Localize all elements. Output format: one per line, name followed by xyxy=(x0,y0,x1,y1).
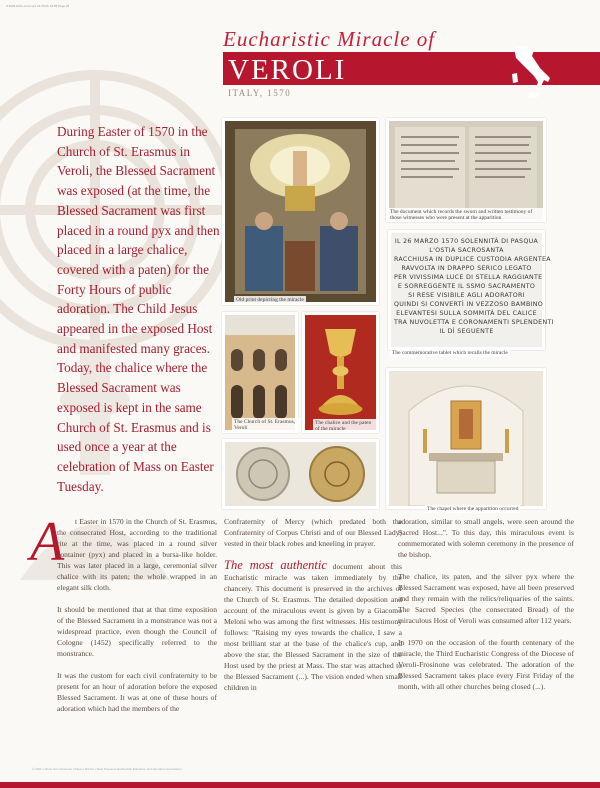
page-title: VEROLI xyxy=(228,54,347,86)
document-image xyxy=(386,118,546,222)
crop-marks: IT3005-ENG-verol.qxd 23-05-06 18:55 Page 25 xyxy=(6,4,70,8)
manuscript-icon xyxy=(389,121,543,219)
tablet-line: TRA NUVOLETTA E CORONAMENTI SPLENDENTI xyxy=(394,319,554,326)
paragraph: Confraternity of Mercy (which predated both the Confraternity of Corpus Christi and of our Blessed Lady) vested in their black robes and kneeling in prayer. xyxy=(224,517,402,548)
chalice-caption: The chalice and the paten of the miracle xyxy=(313,419,379,433)
tablet-line: RAVVOLTA IN DRAPPO SERICO LEGATO xyxy=(401,265,532,272)
tablet-line: IL 26 MARZO 1570 SOLENNITÀ DI PASQUA xyxy=(394,238,539,245)
miracle-subtitle: Eucharistic Miracle of xyxy=(223,27,436,51)
paragraph: It was the custom for each civil confraternity to be present for an hour of adoration before the exposed Blessed Sacrament. It was at one of these hours of adoration which had the members of the xyxy=(57,671,217,713)
tablet-line: PER VIVISSIMA LUCE DI STELLA RAGGIANTE xyxy=(394,274,543,281)
document-caption: The document which records the sworn and written testimony of those witnesses who were present at the apparition xyxy=(388,208,546,222)
paragraph-text: document about this Eucharistic miracle was taken immediately by the chancery. This document is preserved in the archives of the Church of St. Erasmus. The detailed deposition and account of the miraculous event is given by a Giacomo Meloni who was among the first witnesses. His testimony follows: "Raising my eyes towards the chalice, I saw a most brilliant star at the base of the chalice's cup, and above the star, the Blessed Sacrament in the size of the Host used by the priest at Mass. The star was attached to the Blessed Sacrament (...). The vision ended when small children in xyxy=(224,562,402,692)
tablet-caption: The commemorative tablet which recalls the miracle xyxy=(392,350,508,356)
chapel-image xyxy=(386,368,546,509)
relic-disc-icon xyxy=(225,442,376,506)
paragraph: adoration, similar to small angels, were seen around the Sacred Host...". To this day, this miraculous event is commemorated with solemn ceremony in the presence of the bishop. xyxy=(398,517,574,559)
body-column-3 xyxy=(398,516,574,703)
italy-map-icon xyxy=(506,44,554,100)
body-column-2 xyxy=(224,516,402,704)
intro-text: During Easter of 1570 in the Church of St. Erasmus in Veroli, the Blessed Sacrament was exposed (at the time, the Blessed Sacrament was first placed in a round pyx and then placed in a large chalice, covered with a paten) for the Forty Hours of public adoration. The Child Jesus appeared in the exposed Host and manifested many graces. Today, the chalice where the Blessed Sacrament was exposed is kept in the same Church of St. Erasmus and is used once a year at the celebration of Mass on Easter Tuesday. xyxy=(57,124,220,494)
tablet-line: RACCHIUSA IN DUPLICE CUSTODIA ARGENTEA xyxy=(394,256,551,263)
tablet-line: SI RESE VISIBILE AGLI ADORATORI xyxy=(408,292,525,299)
old-print-image xyxy=(222,118,379,305)
church-caption: The Church of St. Erasmus, Veroli xyxy=(232,418,302,432)
relic-discs-image xyxy=(222,439,379,509)
painting-icon xyxy=(225,121,376,302)
bottom-bar xyxy=(0,782,600,788)
print-caption: Old print depicting the miracle xyxy=(236,297,304,303)
church-image xyxy=(222,312,298,433)
chalice-icon xyxy=(305,315,376,430)
section-heading: The most authentic xyxy=(224,558,327,572)
location-label: ITALY, 1570 xyxy=(228,88,292,98)
body-column-1 xyxy=(57,516,217,725)
commemorative-tablet xyxy=(388,230,554,350)
paragraph: The chalice, its paten, and the silver pyx where the Blessed Sacrament was exposed, have all been preserved and they remain with the relics/reliquaries of the saints. The Sacred Species (the consecrated Bread) of the miraculous Host of Veroli was consumed after 112 years. xyxy=(398,572,574,625)
church-building-icon xyxy=(225,315,295,430)
paragraph: In 1970 on the occasion of the fourth centenary of the miracle, the Third Eucharistic Congress of the Diocese of Veroli-Frosinone was celebrated. The adoration of the Blessed Sacrament takes place every First Friday of the month, with all other churches being closed (...). xyxy=(398,638,574,691)
tablet-line: QUINDI SI CONVERTÌ IN VEZZOSO BAMBINO xyxy=(394,301,544,308)
paragraph xyxy=(224,560,402,693)
tablet-line: ELEVANTESI SULLA SOMMITÀ DEL CALICE xyxy=(396,310,537,317)
tablet-line: E SORREGGENTE IL SSMO SACRAMENTO xyxy=(397,283,536,290)
chapel-caption: The chapel where the apparition occurred xyxy=(427,506,519,512)
tablet-line: IL DÌ SEGUENTE xyxy=(439,328,494,335)
chapel-altar-icon xyxy=(389,371,543,506)
tablet-line: L'OSTIA SACROSANTA xyxy=(429,247,504,254)
chalice-image xyxy=(302,312,379,433)
copyright-footer: © 2006, Istituto San Clemente I Papa e Martire | Real Presence Eucharistic Education and Adoration Association xyxy=(32,767,182,771)
drop-cap: A xyxy=(30,511,65,573)
paragraph: It should be mentioned that at that time exposition of the Blessed Sacrament in a monstrance was not a widespread practice, even though the Council of Cologne (1452) specifically referred to the monstrance. xyxy=(57,605,217,658)
paragraph: t Easter in 1570 in the Church of St. Erasmus, the consecrated Host, according to the traditional rite at the time, was placed in a round silver container (pyx) and placed in a bursa-like holder. This was later placed in a large, ceremonial silver chalice with its paten; the whole wrapped in an elegant silk cloth. xyxy=(57,517,217,592)
